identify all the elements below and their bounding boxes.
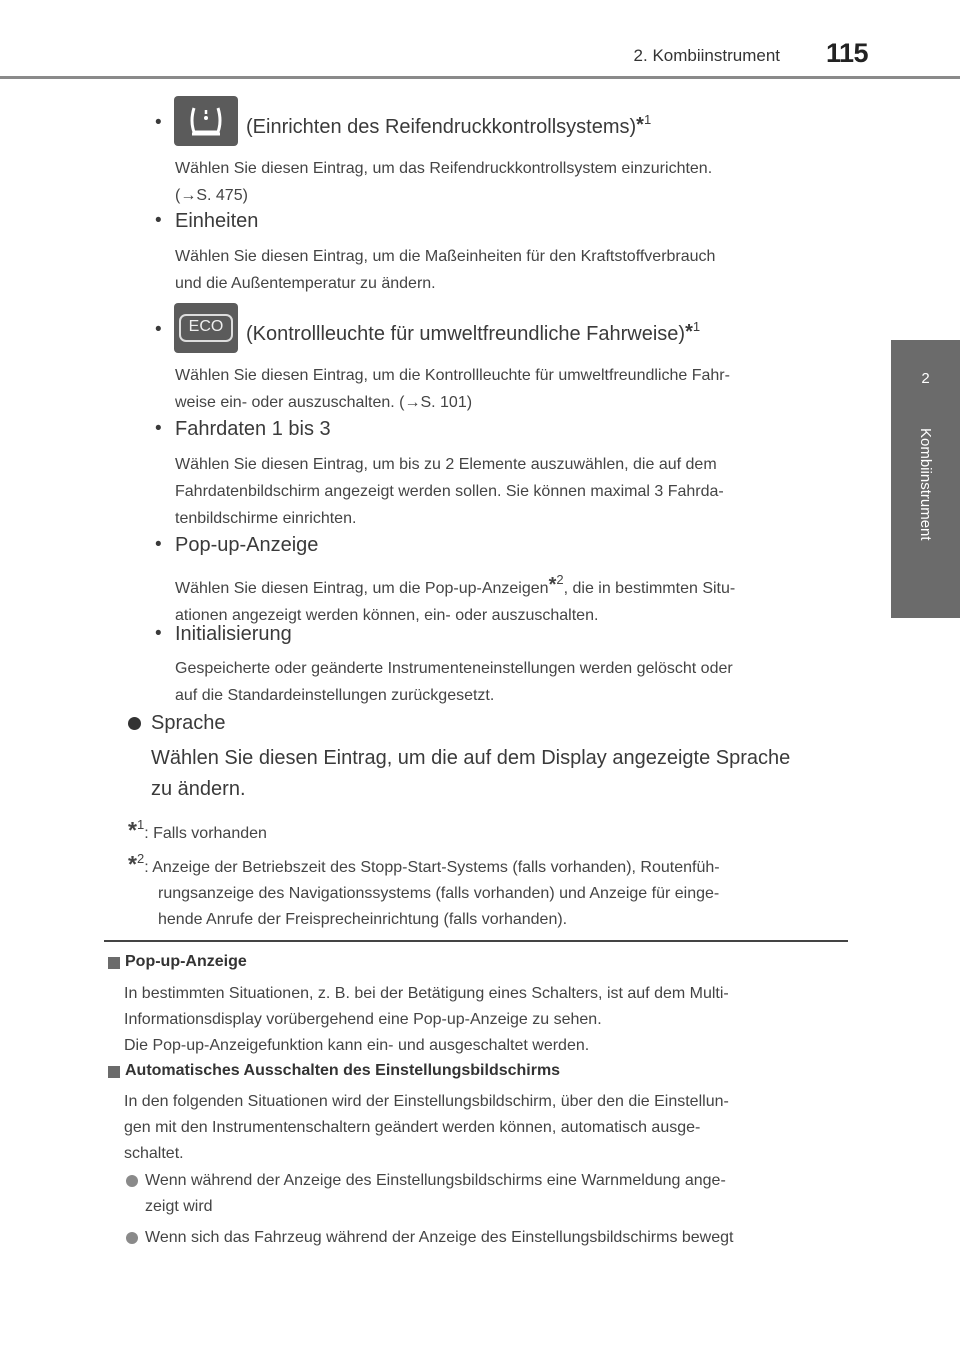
footnote — [128, 812, 267, 847]
page-number: 115 — [826, 38, 869, 68]
footnote-num: 2 — [136, 851, 145, 866]
desc-line: Wählen Sie diesen Eintrag, um die Kontrollleuchte für umweltfreundliche Fahr- — [175, 367, 730, 384]
item-title: Initialisierung — [175, 623, 292, 645]
desc-line — [175, 566, 841, 602]
desc-text: Wählen Sie diesen Eintrag, um die Pop-up-Anzeigen — [175, 580, 549, 597]
eco-icon-text: ECO — [188, 318, 224, 335]
note-line: Wenn sich das Fahrzeug während der Anzeige des Einstellungsbildschirms bewegt — [145, 1229, 734, 1246]
desc-line: (→S. 475) — [175, 187, 248, 204]
item-title: Pop-up-Anzeige — [175, 534, 319, 556]
note-line: In bestimmten Situationen, z. B. bei der Betätigung eines Schalters, ist auf dem Multi- — [124, 985, 729, 1002]
footnote-star: * — [636, 114, 644, 136]
desc-line: tenbildschirme einrichten. — [175, 510, 357, 527]
note-body — [124, 981, 844, 1059]
footnote-star: * — [685, 321, 693, 343]
note-line: zeigt wird — [145, 1198, 213, 1215]
note-line: Die Pop-up-Anzeigefunktion kann ein- und ausgeschaltet werden. — [124, 1037, 590, 1054]
bullet: • — [155, 534, 162, 555]
note-line: Wenn während der Anzeige des Einstellungsbildschirms eine Warnmeldung ange- — [145, 1172, 726, 1189]
desc-text: , die in bestimmten Situ- — [563, 580, 736, 597]
footnote-star: * — [548, 574, 557, 596]
square-bullet-icon — [108, 1066, 120, 1078]
note-subitem — [145, 1168, 845, 1220]
section-divider — [104, 940, 848, 942]
desc-line: zu ändern. — [151, 778, 246, 800]
item-description — [175, 655, 841, 709]
item-title-text: (Einrichten des Reifendruckkontrollsystems) — [246, 116, 637, 138]
desc-line: ationen angezeigt werden können, ein- oder auszuschalten. — [175, 607, 599, 624]
desc-line: Wählen Sie diesen Eintrag, um das Reifendruckkontrollsystem einzurichten. — [175, 160, 713, 177]
bullet: • — [155, 319, 162, 340]
footnote-ref: 2 — [556, 572, 564, 587]
chapter-title: 2. Kombiinstrument — [633, 46, 780, 65]
bullet: • — [155, 623, 162, 644]
footnote-text: : Falls vorhanden — [144, 825, 267, 842]
footnote-text: rungsanzeige des Navigationssystems (falls vorhanden) und Anzeige für einge- — [158, 885, 720, 902]
item-description — [175, 451, 841, 532]
note-heading: Automatisches Ausschalten des Einstellungsbildschirms — [125, 1062, 561, 1079]
note-body — [124, 1089, 844, 1167]
desc-line: Fahrdatenbildschirm angezeigt werden sollen. Sie können maximal 3 Fahrda- — [175, 483, 724, 500]
desc-line: und die Außentemperatur zu ändern. — [175, 275, 436, 292]
item-description — [175, 243, 841, 297]
item-title: Fahrdaten 1 bis 3 — [175, 418, 331, 440]
bullet: • — [155, 418, 162, 439]
circle-bullet-icon — [126, 1232, 138, 1244]
desc-line: weise ein- oder auszuschalten. (→S. 101) — [175, 394, 473, 411]
item-title: Einheiten — [175, 210, 259, 232]
footnote-text: : Anzeige der Betriebszeit des Stopp-Start-Systems (falls vorhanden), Routenfüh- — [144, 859, 720, 876]
bullet: • — [155, 112, 162, 133]
item-title-text: (Kontrollleuchte für umweltfreundliche Fahrweise) — [246, 323, 686, 345]
item-description — [175, 362, 841, 416]
footnote-num: 1 — [136, 817, 145, 832]
note-line: gen mit den Instrumentenschaltern geändert werden können, automatisch ausge- — [124, 1119, 701, 1136]
item-description — [175, 566, 841, 629]
note-line: schaltet. — [124, 1145, 184, 1162]
side-tab-number: 2 — [891, 340, 960, 418]
footnote-ref: 1 — [692, 319, 701, 334]
square-bullet-icon — [108, 957, 120, 969]
section-title: Sprache — [151, 712, 226, 734]
desc-line: Wählen Sie diesen Eintrag, um die auf dem Display angezeigte Sprache — [151, 747, 791, 769]
note-line: Informationsdisplay vorübergehend eine Pop-up-Anzeige zu sehen. — [124, 1011, 602, 1028]
footnote-star: * — [128, 817, 137, 843]
tire-pressure-icon — [174, 96, 238, 146]
desc-line: Gespeicherte oder geänderte Instrumenteneinstellungen werden gelöscht oder — [175, 660, 733, 677]
note-line: In den folgenden Situationen wird der Einstellungsbildschirm, über den die Einstellun- — [124, 1093, 729, 1110]
header-rule — [0, 76, 960, 79]
note-subitem — [145, 1225, 845, 1251]
item-title — [246, 112, 651, 139]
side-tab-label: Kombiinstrument — [917, 428, 934, 541]
footnote-star: * — [128, 851, 137, 877]
desc-line: Wählen Sie diesen Eintrag, um die Maßeinheiten für den Kraftstoffverbrauch — [175, 248, 716, 265]
footnote-text: hende Anrufe der Freisprecheinrichtung (falls vorhanden). — [158, 911, 568, 928]
footnote-ref: 1 — [643, 112, 652, 127]
bullet: • — [155, 210, 162, 231]
desc-line: Wählen Sie diesen Eintrag, um bis zu 2 Elemente auszuwählen, die auf dem — [175, 456, 717, 473]
note-heading: Pop-up-Anzeige — [125, 953, 247, 970]
eco-icon — [174, 303, 238, 353]
item-title — [246, 319, 700, 346]
circle-bullet-icon — [128, 717, 141, 730]
desc-line: auf die Standardeinstellungen zurückgesetzt. — [175, 687, 495, 704]
footnote — [128, 846, 843, 933]
item-description — [175, 155, 841, 209]
circle-bullet-icon — [126, 1175, 138, 1187]
section-description — [151, 743, 841, 805]
